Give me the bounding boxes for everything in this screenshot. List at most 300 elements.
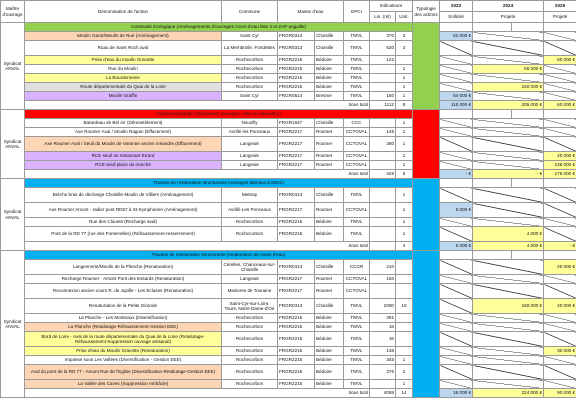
masse-code: FRGR2217 [278, 284, 315, 299]
epci: TMVL [344, 188, 370, 203]
linear-value: 150 [370, 275, 396, 284]
action-name: Bord de Loire - Aval de la route départementale du Quai de la Loire (Retalutage-Réhaussement-Suppression ouvrage artisanal) [25, 332, 222, 347]
masse-code: FRGR0313 [278, 32, 315, 41]
linear-value: 138 [370, 347, 396, 356]
amount-2023 [440, 83, 473, 92]
linear-value: 16 [370, 332, 396, 347]
subtotal-unit: 9 [396, 101, 413, 110]
commune: Rochecorbon [222, 323, 278, 332]
linear-value [370, 203, 396, 218]
amount-2025 [544, 323, 576, 332]
commune: Nouzilly [222, 119, 278, 128]
subtotal-linear: 1112 [370, 101, 396, 110]
action-name: Axe Roumer Amont - radier pont RD57 à St-Symphorien (Aménagement) [25, 203, 222, 218]
river-name: Roumer [315, 161, 344, 170]
river-name: Bédoire [315, 365, 344, 380]
epci: TMVL [344, 32, 370, 41]
section-title: Hydromorphologie (effacement ouvrages, mise en dérivation) [25, 110, 413, 119]
amount-2025: 60 000 € [544, 56, 576, 65]
section-title-row [1, 179, 576, 188]
table-row [1, 323, 576, 332]
amount-2025: 20 000 € [544, 260, 576, 275]
table-row [1, 314, 576, 323]
amount-2023: 54 000 € [440, 92, 473, 101]
subtotal-2024: 224 000 € [473, 389, 544, 398]
header-year-2023: 2023 [440, 1, 473, 12]
epci: CCTOVAL [344, 284, 370, 299]
unit-value: 1 [396, 227, 413, 242]
epci: CCTOVAL [344, 137, 370, 152]
table-row [1, 128, 576, 137]
section-title-filler [512, 110, 544, 119]
table-row [1, 137, 576, 152]
commune: Rochecorbon [222, 74, 278, 83]
action-name: Prise d'eau du Moulin Gravotte (Renaturation) [25, 347, 222, 356]
subtotal-row [1, 242, 576, 251]
section-title-filler [440, 251, 473, 260]
subtotal-unit: 14 [396, 389, 413, 398]
commune: Saint Cyr [222, 32, 278, 41]
masse-code: FRGR2215 [278, 314, 315, 323]
table-row [1, 260, 576, 275]
masse-code: FRGR2215 [278, 365, 315, 380]
unit-value [396, 347, 413, 356]
commune: La Membrolle, Fondettes [222, 41, 278, 56]
amount-2024: 4 000 € [473, 227, 544, 242]
action-name: Route départementale du Quai de la Loire [25, 83, 222, 92]
table-row [1, 218, 576, 227]
amount-2024 [473, 260, 544, 275]
unit-value: 1 [396, 119, 413, 128]
unit-value: 1 [396, 161, 413, 170]
subtotal-2024: - € [473, 170, 544, 179]
river-name: Bédoire [315, 74, 344, 83]
subtotal-2024: 4 000 € [473, 242, 544, 251]
linear-value: 150 [370, 92, 396, 101]
river-name: Roumer [315, 152, 344, 161]
subtotal-row [1, 389, 576, 398]
masse-code: FRGR0313 [278, 260, 315, 275]
section-title: Continuité écologique (Aménagements d'ouvrages cours d'eau liste 2 et ZAP anguille) [25, 23, 413, 32]
masse-code: FRGR2217 [278, 275, 315, 284]
amount-2025 [544, 218, 576, 227]
commune: Rochecorbon [222, 347, 278, 356]
commune: Rochecorbon [222, 218, 278, 227]
subtotal-blank [25, 389, 370, 398]
linear-value: 122 [370, 56, 396, 65]
subtotal-unit: 5 [396, 170, 413, 179]
action-name: Axe Roumer Aval / Moulin Raguin (Effacement) [25, 128, 222, 137]
amount-2024 [473, 56, 544, 65]
linear-value: 391 [370, 314, 396, 323]
subtotal-linear: 4069 [370, 389, 396, 398]
action-name: La Planche (Retalutage-Réhaussement-Gestion EEE) [25, 323, 222, 332]
typology-cell [413, 251, 440, 398]
action-name: Impasse sous Les Vallées (Diversification - Gestion EEE) [25, 356, 222, 365]
amount-2024: 160 000 € [473, 299, 544, 314]
subtotal-2023: - € [440, 170, 473, 179]
subtotal-2025: - € [544, 242, 576, 251]
section-title-filler [473, 110, 512, 119]
amount-2025 [544, 332, 576, 347]
river-name: Choisille [315, 299, 344, 314]
amount-2023 [440, 299, 473, 314]
subtotal-label: Sous total [348, 390, 368, 396]
header-typologie: Typologie des actions [413, 1, 440, 23]
river-name: Bédoire [315, 218, 344, 227]
river-name: Roumer [315, 275, 344, 284]
amount-2023: 5 000 € [440, 203, 473, 218]
amount-2025 [544, 284, 576, 299]
epci: TMVL [344, 314, 370, 323]
subtotal-label: Sous total [348, 171, 368, 177]
masse-code: FRGR0313 [278, 188, 315, 203]
section-title-filler [473, 251, 512, 260]
linear-value [370, 83, 396, 92]
header-sollicite: Sollicité [440, 12, 473, 23]
unit-value: 1 [396, 128, 413, 137]
amount-2023: 62 000 € [440, 32, 473, 41]
amount-2023 [440, 227, 473, 242]
epci: TMVL [344, 92, 370, 101]
header-maitre: Maître d'ouvrage [1, 1, 25, 23]
river-name: Choisille [315, 41, 344, 56]
masse-code: FRGR0313 [278, 299, 315, 314]
table-row [1, 152, 576, 161]
subtotal-2025: 176 000 € [544, 170, 576, 179]
amount-2024: 55 000 € [473, 65, 544, 74]
masse-code: FRGR2215 [278, 83, 315, 92]
river-name: Bédoire [315, 65, 344, 74]
epci: TMVL [344, 83, 370, 92]
amount-2023 [440, 74, 473, 83]
unit-value: 1 [396, 356, 413, 365]
linear-value [370, 74, 396, 83]
amount-2024 [473, 188, 544, 203]
action-name: Langennerie/Moulin de la Planche (Renaturation) [25, 260, 222, 275]
river-name: Bédoire [315, 314, 344, 323]
action-name: Axe Roumer Aval / Seuil du Moulin de Varanne ancien méandre (Effacement) [25, 137, 222, 152]
masse-code: FRGR2215 [278, 56, 315, 65]
action-name: RCE seuil du restaurant Errard [25, 152, 222, 161]
amount-2024 [473, 284, 544, 299]
owner-label: Syndicat ANVAL [1, 110, 25, 179]
epci: CCTOVAL [344, 128, 370, 137]
river-name: Bédoire [315, 323, 344, 332]
table-row [1, 203, 576, 218]
action-name: Rue des Clouets (Recharge aval) [25, 218, 222, 227]
typology-cell [413, 23, 440, 110]
amount-2025: 40 000 € [544, 299, 576, 314]
section-title-filler [544, 179, 576, 188]
subtotal-unit: 4 [396, 242, 413, 251]
masse-code: FRGR2217 [278, 137, 315, 152]
subtotal-linear [370, 242, 396, 251]
header-masse: Masse d'eau [278, 1, 344, 23]
epci: TMVL [344, 332, 370, 347]
river-name: Bédoire [315, 83, 344, 92]
commune: Rochecorbon [222, 314, 278, 323]
unit-value [396, 260, 413, 275]
owner-label: Syndicat ANVAL [1, 23, 25, 110]
linear-value [370, 119, 396, 128]
section-title-filler [544, 110, 576, 119]
header-unit: Unit. [396, 12, 413, 23]
epci: CCC [344, 119, 370, 128]
river-name: Choisille [315, 32, 344, 41]
unit-value [396, 332, 413, 347]
commune: Langeais [222, 152, 278, 161]
table-row [1, 119, 576, 128]
amount-2024 [473, 347, 544, 356]
table-row [1, 161, 576, 170]
masse-code: FRGR2215 [278, 227, 315, 242]
subtotal-linear: 425 [370, 170, 396, 179]
amount-2023 [440, 275, 473, 284]
amount-2025 [544, 65, 576, 74]
action-name: Ruau de Saint Roch aval [25, 41, 222, 56]
commune: Mazieres de Touraine [222, 284, 278, 299]
commune: Saint Cyr [222, 92, 278, 101]
linear-value: 145 [370, 128, 396, 137]
header-commune: Commune [222, 1, 278, 23]
amount-2023 [440, 188, 473, 203]
linear-value [370, 161, 396, 170]
epci: CCTOVAL [344, 161, 370, 170]
amount-2024 [473, 203, 544, 218]
epci: TMVL [344, 365, 370, 380]
commune: Rochecorbon [222, 56, 278, 65]
subtotal-row [1, 101, 576, 110]
masse-code: FRGR2215 [278, 332, 315, 347]
epci: CCTOVAL [344, 203, 370, 218]
linear-value [370, 218, 396, 227]
header-year-2025: 2025 [544, 1, 576, 12]
typology-cell [413, 110, 440, 179]
river-name: Bédoire [315, 347, 344, 356]
action-name: Pont de la RD 77 (rue des Fontenelles) (Réhaussement-resserrement) [25, 227, 222, 242]
masse-code: FRGR2215 [278, 74, 315, 83]
section-title-filler [512, 23, 544, 32]
amount-2024 [473, 356, 544, 365]
river-name: Roumer [315, 137, 344, 152]
unit-value: 1 [396, 137, 413, 152]
action-name: Rue du Moulin [25, 65, 222, 74]
header-denomination: Dénomination de l'action [25, 1, 222, 23]
header-lin: Lin. (ml) [370, 12, 396, 23]
action-name: Batardeau de Bel Air (Démantèlement) [25, 119, 222, 128]
section-title-filler [440, 110, 473, 119]
unit-value [396, 56, 413, 65]
header-year-2024: 2024 [473, 1, 544, 12]
masse-code: FRGR2217 [278, 152, 315, 161]
commune: Rochecorbon [222, 227, 278, 242]
action-name: Aval du pont de la RD 77 - Amont Rue de l'Eglise (Diversification-Retalutage-Gestion EEE) [25, 365, 222, 380]
unit-value: 1 [396, 188, 413, 203]
subtotal-2024: 205 000 € [473, 101, 544, 110]
section-title: Travaux de restauration structurants (ouvrages latéraux à 50cm) [25, 179, 413, 188]
amount-2024 [473, 275, 544, 284]
amount-2023 [440, 119, 473, 128]
action-name: RCE seuil place du marché [25, 161, 222, 170]
amount-2025 [544, 275, 576, 284]
epci: TMVL [344, 227, 370, 242]
unit-value: 3 [396, 32, 413, 41]
masse-code: FRGR1647 [278, 119, 315, 128]
action-name: La Planche - Les Monteaux (Diversification) [25, 314, 222, 323]
section-title-row [1, 251, 576, 260]
unit-value: 1 [396, 74, 413, 83]
subtotal-label: Sous total [348, 243, 368, 249]
subtotal-2023: 116 000 € [440, 101, 473, 110]
epci: TMVL [344, 56, 370, 65]
amount-2025: 40 000 € [544, 152, 576, 161]
action-name: Renaturation de la Petite Gironde [25, 299, 222, 314]
table-row [1, 74, 576, 83]
section-title-filler [440, 23, 473, 32]
subtotal-blank [25, 242, 370, 251]
epci: TMVL [344, 380, 370, 389]
river-name: Bresme [315, 92, 344, 101]
amount-2024: 150 000 € [473, 83, 544, 92]
linear-value [370, 380, 396, 389]
action-name: Prise d'eau du moulin Gravotte [25, 56, 222, 65]
epci: TMVL [344, 218, 370, 227]
subtotal-2025: 90 000 € [544, 389, 576, 398]
epci: TMVL [344, 74, 370, 83]
linear-value: 376 [370, 365, 396, 380]
amount-2025 [544, 92, 576, 101]
amount-2023 [440, 314, 473, 323]
amount-2023 [440, 332, 473, 347]
subtotal-2023: 16 000 € [440, 389, 473, 398]
amount-2024 [473, 314, 544, 323]
river-name: Choisille [315, 119, 344, 128]
river-name: Choisille [315, 188, 344, 203]
amount-2025 [544, 74, 576, 83]
unit-value: 1 [396, 65, 413, 74]
amount-2024 [473, 137, 544, 152]
amount-2025 [544, 188, 576, 203]
linear-value: 345 [370, 356, 396, 365]
amount-2025 [544, 137, 576, 152]
masse-code: FRGR2217 [278, 203, 315, 218]
amount-2025: 30 000 € [544, 347, 576, 356]
amount-2024 [473, 119, 544, 128]
section-title: Travaux de restauration structurants (renaturation de cours d'eau) [25, 251, 413, 260]
amount-2023 [440, 260, 473, 275]
amount-2024 [473, 161, 544, 170]
epci: TMVL [344, 356, 370, 365]
table-row [1, 83, 576, 92]
section-title-filler [544, 23, 576, 32]
table-row [1, 275, 576, 284]
unit-value: 1 [396, 92, 413, 101]
amount-2025 [544, 119, 576, 128]
section-title-row [1, 110, 576, 119]
unit-value [396, 323, 413, 332]
river-name: Bédoire [315, 356, 344, 365]
section-title-filler [473, 23, 512, 32]
section-title-row [1, 23, 576, 32]
epci: TMVL [344, 323, 370, 332]
linear-value: 620 [370, 41, 396, 56]
amount-2025 [544, 314, 576, 323]
table-row [1, 332, 576, 347]
amount-2024 [473, 218, 544, 227]
commune: Mettray [222, 188, 278, 203]
unit-value: 2 [396, 41, 413, 56]
amount-2023 [440, 380, 473, 389]
amount-2024 [473, 152, 544, 161]
action-name: Brèche bras de décharge Choisille-Moulin de Villiers (Aménagement) [25, 188, 222, 203]
section-title-filler [544, 251, 576, 260]
masse-code: FRGR2215 [278, 323, 315, 332]
amount-2023 [440, 347, 473, 356]
section-title-filler [512, 251, 544, 260]
masse-code: FRGR0514 [278, 92, 315, 101]
amount-2025 [544, 32, 576, 41]
table-row [1, 347, 576, 356]
commune: Rochecorbon [222, 365, 278, 380]
commune: Rochecorbon [222, 65, 278, 74]
commune: Langeais [222, 137, 278, 152]
river-name: Roumer [315, 128, 344, 137]
amount-2025 [544, 83, 576, 92]
subtotal-2025: 60 000 € [544, 101, 576, 110]
unit-value: 1 [396, 203, 413, 218]
commune: Saint-Cyr-sur-Loire, Tours, Notre-Dame-d'Oé [222, 299, 278, 314]
unit-value [396, 314, 413, 323]
amount-2025 [544, 365, 576, 380]
amount-2023 [440, 152, 473, 161]
table-row [1, 380, 576, 389]
river-name: Bédoire [315, 332, 344, 347]
amount-2024 [473, 128, 544, 137]
masse-code: FRGR0313 [278, 41, 315, 56]
section-title-filler [473, 179, 512, 188]
commune: Langeais [222, 275, 278, 284]
table-row [1, 284, 576, 299]
action-name: Moulin Graffin [25, 92, 222, 101]
linear-value: 370 [370, 32, 396, 41]
amount-2023 [440, 218, 473, 227]
unit-value: 1 [396, 152, 413, 161]
unit-value [396, 284, 413, 299]
header-epci: EPCI [344, 1, 370, 23]
unit-value [396, 275, 413, 284]
amount-2024 [473, 365, 544, 380]
river-name: Choisille [315, 260, 344, 275]
amount-2024 [473, 41, 544, 56]
action-name: La Vallée des Caves (Suppression embâcle) [25, 380, 222, 389]
epci: CCTOVAL [344, 275, 370, 284]
amount-2023 [440, 137, 473, 152]
subtotal-blank [25, 101, 370, 110]
commune: Avrillé les Ponceaux [222, 128, 278, 137]
commune: Langeais [222, 161, 278, 170]
linear-value [370, 188, 396, 203]
amount-2025 [544, 128, 576, 137]
commune: Rochecorbon [222, 83, 278, 92]
amount-2023 [440, 161, 473, 170]
table-row [1, 65, 576, 74]
section-title-filler [512, 179, 544, 188]
masse-code: FRGR2215 [278, 347, 315, 356]
table-row [1, 32, 576, 41]
table-row [1, 227, 576, 242]
subtotal-label: Sous total [348, 102, 368, 108]
